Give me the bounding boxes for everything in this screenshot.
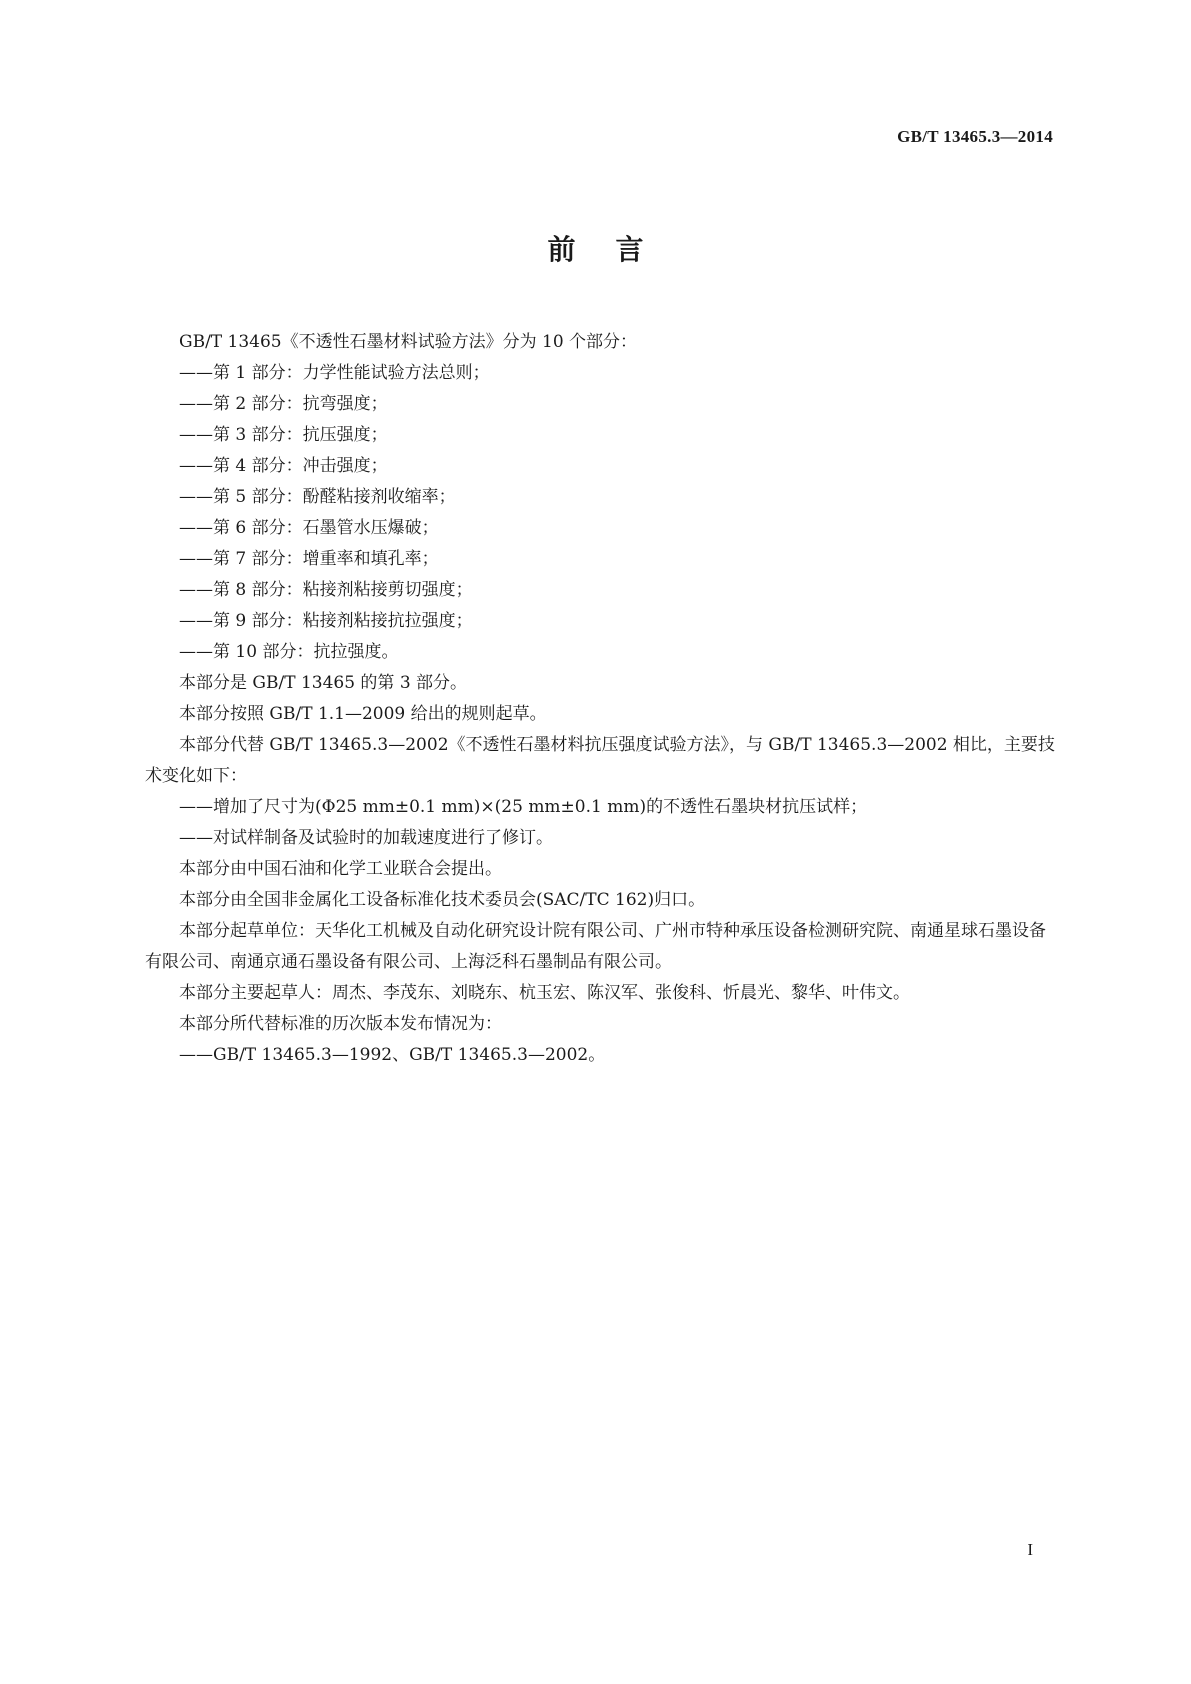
standard-code-header: GB/T 13465.3—2014 [897,127,1053,146]
paragraph-intro: GB/T 13465《不透性石墨材料试验方法》分为 10 个部分： [179,332,638,352]
list-item-part-5: ——第 5 部分：酚醛粘接剂收缩率； [179,487,456,507]
list-item-part-2: ——第 2 部分：抗弯强度； [179,394,388,414]
list-item-part-9: ——第 9 部分：粘接剂粘接抗拉强度； [179,611,473,631]
list-item-change-2: ——对试样制备及试验时的加载速度进行了修订。 [179,828,553,848]
paragraph-drafting-units: 本部分起草单位：天华化工机械及自动化研究设计院有限公司、广州市特种承压设备检测研究院、南通星球石墨设备有限公司、南通京通石墨设备有限公司、上海泛科石墨制品有限公司。 [145,921,1046,972]
foreword-body [145,327,1057,1071]
list-item-part-4: ——第 4 部分：冲击强度； [179,456,388,476]
paragraph-replacement: 本部分代替 GB/T 13465.3—2002《不透性石墨材料抗压强度试验方法》，与 GB/T 13465.3—2002 相比，主要技术变化如下： [145,735,1055,786]
paragraph-previous-versions: 本部分所代替标准的历次版本发布情况为： [179,1014,502,1034]
paragraph-centralized-by: 本部分由全国非金属化工设备标准化技术委员会(SAC/TC 162)归口。 [179,890,706,910]
paragraph-part-statement: 本部分是 GB/T 13465 的第 3 部分。 [179,673,468,693]
list-item-previous-versions: ——GB/T 13465.3—1992、GB/T 13465.3—2002。 [179,1045,606,1065]
list-item-part-6: ——第 6 部分：石墨管水压爆破； [179,518,439,538]
paragraph-drafters: 本部分主要起草人：周杰、李茂东、刘晓东、杭玉宏、陈汉军、张俊科、忻晨光、黎华、叶伟文。 [179,983,910,1003]
paragraph-drafting-rules: 本部分按照 GB/T 1.1—2009 给出的规则起草。 [179,704,547,724]
page-title: 前言 [547,233,684,266]
list-item-part-10: ——第 10 部分：抗拉强度。 [179,642,399,662]
list-item-part-8: ——第 8 部分：粘接剂粘接剪切强度； [179,580,473,600]
page-number: I [1027,1540,1033,1559]
paragraph-proposed-by: 本部分由中国石油和化学工业联合会提出。 [179,859,502,879]
list-item-part-1: ——第 1 部分：力学性能试验方法总则； [179,363,490,383]
list-item-part-7: ——第 7 部分：增重率和填孔率； [179,549,439,569]
list-item-part-3: ——第 3 部分：抗压强度； [179,425,388,445]
list-item-change-1: ——增加了尺寸为(Φ25 mm±0.1 mm)×(25 mm±0.1 mm)的不透性石墨块材抗压试样； [179,797,868,817]
